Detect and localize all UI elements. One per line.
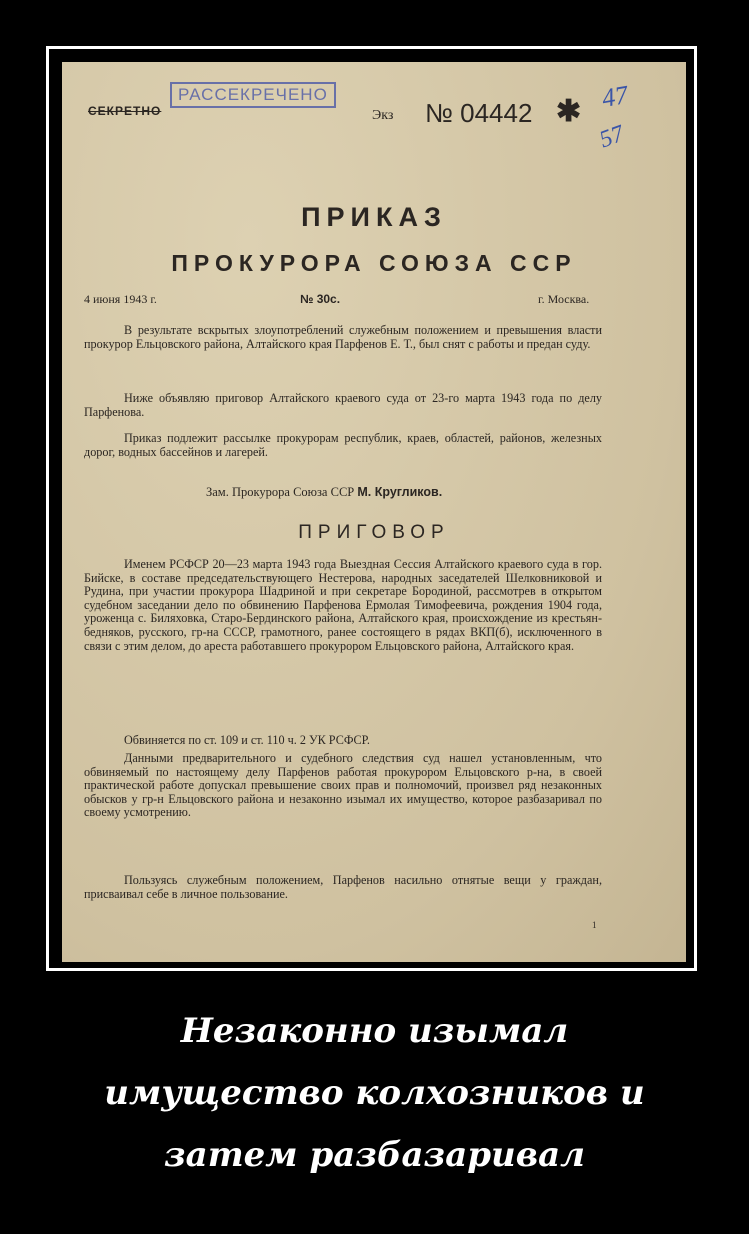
document-subtitle: ПРОКУРОРА СОЮЗА ССР (171, 250, 577, 276)
document-date: 4 июня 1943 г. (84, 292, 157, 306)
verdict-paragraph-1: Именем РСФСР 20—23 марта 1943 года Выездная Сессия Алтайского краевого суда в гор. Бийске, в составе председательствующего Нестерова, народных заседателей Шелковниковой и Рудина, при участии прокурора Шадриной и при секретаре Бородиной, рассмотрев в открытом судебном заседании дело по обвинению Парфенова Ермолая Тимофеевича, рождения 1904 года, уроженца с. Биляховка, Старо-Бердинского района, Алтайского края, происхождение из крестьян-бедняков, русского, гр-на СССР, грамотного, ранее состоящего в рядах ВКП(б), исключенного в связи с этим делом, до ареста работавшего прокурором Ельцовского района, Алтайского края. (84, 557, 602, 653)
document-page (62, 62, 686, 962)
order-paragraph-1: В результате вскрытых злоупотреблений служебным положением и превышения власти прокурор Ельцовского района, Алтайского края Парфенов Е. Т., был снят с работы и предан суду. (84, 323, 602, 351)
star-mark: ✱ (556, 95, 582, 128)
verdict-paragraph-4: Пользуясь служебным положением, Парфенов насильно отнятые вещи у граждан, присваивал себе в личное пользование. (84, 873, 602, 901)
verdict-paragraph-2: Обвиняется по ст. 109 и ст. 110 ч. 2 УК РСФСР. (124, 733, 370, 747)
caption-line-3: затем разбазаривал (163, 1135, 586, 1175)
demotivator-caption (0, 1000, 749, 1186)
document-title: ПРИКАЗ (301, 202, 447, 232)
document-city: г. Москва. (538, 292, 590, 306)
verdict-paragraph-3: Данными предварительного и судебного следствия суд нашел установленным, что обвиняемый по настоящему делу Парфенов работая прокурором Ельцовского р-на, в своей практической работе допускал превышение своих прав и полномочий, произвел ряд незаконных обысков у гр-н Ельцовского района и незаконно изымал их имущество, которое разбазаривал по своему усмотрению. (84, 751, 602, 820)
handwritten-note-top: 47 (599, 79, 631, 114)
copy-label: Экз (372, 108, 394, 123)
copy-number: № 04442 (425, 98, 533, 128)
verdict-title: ПРИГОВОР (298, 522, 450, 543)
signature-line (206, 485, 442, 500)
signature-name: М. Кругликов. (357, 485, 443, 499)
caption-line-1: Незаконно изымал (180, 1011, 569, 1051)
secret-label: СЕКРЕТНО (88, 104, 162, 118)
order-paragraph-2: Ниже объявляю приговор Алтайского краевого суда от 23-го марта 1943 года по делу Парфенова. (84, 391, 602, 419)
declassified-stamp: РАССЕКРЕЧЕНО (170, 82, 336, 108)
order-paragraph-3: Приказ подлежит рассылке прокурорам республик, краев, областей, районов, железных дорог, водных бассейнов и лагерей. (84, 431, 602, 459)
handwritten-note-bottom: 57 (596, 120, 628, 154)
order-number: № 30с. (300, 292, 341, 306)
caption-line-2: имущество колхозников и (104, 1073, 645, 1113)
signature-title: Зам. Прокурора Союза ССР (206, 485, 355, 499)
page-number: 1 (592, 920, 597, 930)
